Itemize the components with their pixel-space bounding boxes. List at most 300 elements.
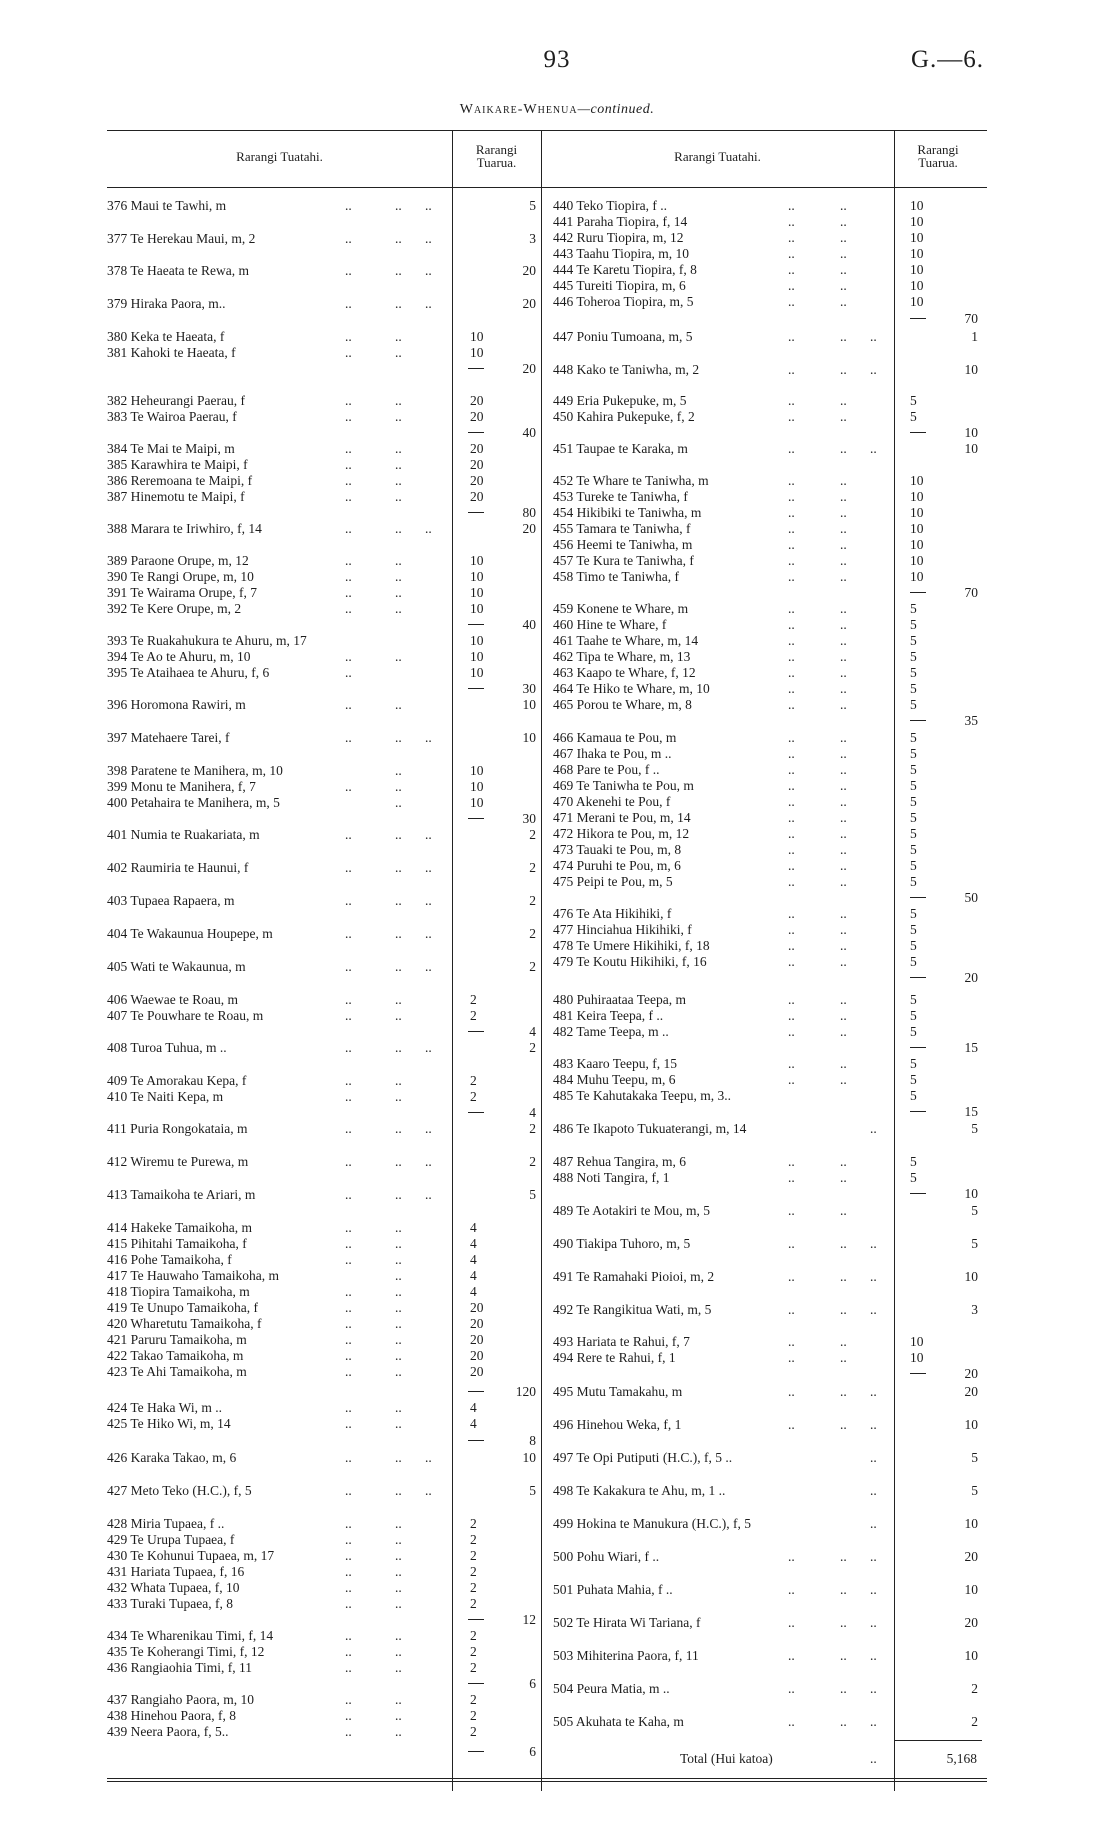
leader-dots: .. bbox=[840, 697, 847, 712]
leader-dots: .. bbox=[840, 489, 847, 504]
table-row-name: 414 Hakeke Tamaikoha, m bbox=[107, 1220, 253, 1235]
leader-dots: .. bbox=[840, 214, 847, 229]
leader-dots: .. bbox=[840, 617, 847, 632]
share-total: 20 bbox=[522, 296, 536, 311]
share-total: 2 bbox=[971, 1681, 978, 1696]
leader-dots: .. bbox=[870, 1121, 877, 1136]
leader-dots: .. bbox=[395, 992, 402, 1007]
group-subtotal: 40 bbox=[522, 617, 536, 632]
table-row-name: 424 Te Haka Wi, m .. bbox=[107, 1400, 222, 1415]
leader-dots: .. bbox=[395, 296, 402, 311]
share-total: 10 bbox=[964, 1516, 978, 1531]
leader-dots: .. bbox=[395, 601, 402, 616]
table-row-name: 471 Merani te Pou, m, 14 bbox=[553, 810, 691, 825]
leader-dots: .. bbox=[395, 1332, 402, 1347]
leader-dots: .. bbox=[788, 553, 795, 568]
share-value: 2 bbox=[470, 1089, 477, 1104]
leader-dots: .. bbox=[425, 893, 432, 908]
table-row-name: 477 Hinciahua Hikihiki, f bbox=[553, 922, 692, 937]
table-row-name: 495 Mutu Tamakahu, m bbox=[553, 1384, 683, 1399]
leader-dots: .. bbox=[840, 198, 847, 213]
table-row-name: 415 Pihitahi Tamaikoha, f bbox=[107, 1236, 247, 1251]
table-row-name: 480 Puhiraataa Teepa, m bbox=[553, 992, 687, 1007]
leader-dots: .. bbox=[425, 1450, 432, 1465]
share-total: 2 bbox=[529, 860, 536, 875]
table-row-name: 463 Kaapo te Whare, f, 12 bbox=[553, 665, 696, 680]
leader-dots: .. bbox=[840, 826, 847, 841]
table-row-name: 431 Hariata Tupaea, f, 16 bbox=[107, 1564, 245, 1579]
table-row-name: 468 Pare te Pou, f .. bbox=[553, 762, 660, 777]
subtotal-rule bbox=[910, 318, 926, 319]
leader-dots: .. bbox=[840, 858, 847, 873]
share-value: 4 bbox=[470, 1268, 477, 1283]
table-row-name: 399 Monu te Manihera, f, 7 bbox=[107, 779, 256, 794]
leader-dots: .. bbox=[425, 1483, 432, 1498]
table-row-name: 455 Tamara te Taniwha, f bbox=[553, 521, 691, 536]
share-value: 5 bbox=[910, 1154, 917, 1169]
leader-dots: .. bbox=[395, 1450, 402, 1465]
section-title bbox=[0, 102, 1114, 118]
leader-dots: .. bbox=[840, 1269, 847, 1284]
leader-dots: .. bbox=[345, 1596, 352, 1611]
share-total: 20 bbox=[964, 1384, 978, 1399]
table-row-name: 382 Heheurangi Paerau, f bbox=[107, 393, 245, 408]
leader-dots: .. bbox=[395, 1236, 402, 1251]
table-row-name: 379 Hiraka Paora, m.. bbox=[107, 296, 226, 311]
leader-dots: .. bbox=[840, 1302, 847, 1317]
table-row-name: 443 Taahu Tiopira, m, 10 bbox=[553, 246, 690, 261]
leader-dots: .. bbox=[788, 826, 795, 841]
share-value: 5 bbox=[910, 874, 917, 889]
leader-dots: .. bbox=[345, 585, 352, 600]
share-value: 2 bbox=[470, 1628, 477, 1643]
leader-dots: .. bbox=[345, 827, 352, 842]
leader-dots: .. bbox=[788, 246, 795, 261]
leader-dots: .. bbox=[395, 345, 402, 360]
leader-dots: .. bbox=[788, 794, 795, 809]
share-value: 4 bbox=[470, 1236, 477, 1251]
table-row-name: 484 Muhu Teepu, m, 6 bbox=[553, 1072, 676, 1087]
group-subtotal: 30 bbox=[522, 681, 536, 696]
leader-dots: .. bbox=[345, 1692, 352, 1707]
share-value: 5 bbox=[910, 906, 917, 921]
leader-dots: .. bbox=[395, 585, 402, 600]
leader-dots: .. bbox=[345, 1187, 352, 1202]
share-total: 5 bbox=[971, 1203, 978, 1218]
leader-dots: .. bbox=[840, 230, 847, 245]
leader-dots: .. bbox=[870, 1714, 877, 1729]
table-row-name: 450 Kahira Pukepuke, f, 2 bbox=[553, 409, 695, 424]
leader-dots: .. bbox=[395, 1187, 402, 1202]
subtotal-rule bbox=[468, 1619, 484, 1620]
leader-dots: .. bbox=[788, 1350, 795, 1365]
table-row-name: 439 Neera Paora, f, 5.. bbox=[107, 1724, 229, 1739]
right-share-col-rule bbox=[894, 131, 895, 1791]
leader-dots: .. bbox=[870, 441, 877, 456]
leader-dots: .. bbox=[788, 938, 795, 953]
table-row-name: 430 Te Kohunui Tupaea, m, 17 bbox=[107, 1548, 275, 1563]
share-value: 5 bbox=[910, 1072, 917, 1087]
share-value: 5 bbox=[910, 1170, 917, 1185]
share-value: 10 bbox=[470, 633, 484, 648]
section-title-main: Waikare-Whenua bbox=[459, 102, 578, 117]
leader-dots: .. bbox=[425, 860, 432, 875]
table-row-name: 389 Paraone Orupe, m, 12 bbox=[107, 553, 249, 568]
leader-dots: .. bbox=[840, 1384, 847, 1399]
group-subtotal: 15 bbox=[964, 1040, 978, 1055]
leader-dots: .. bbox=[840, 1334, 847, 1349]
table-row-name: 427 Meto Teko (H.C.), f, 5 bbox=[107, 1483, 252, 1498]
leader-dots: .. bbox=[788, 278, 795, 293]
leader-dots: .. bbox=[425, 263, 432, 278]
leader-dots: .. bbox=[788, 505, 795, 520]
leader-dots: .. bbox=[395, 779, 402, 794]
leader-dots: .. bbox=[840, 294, 847, 309]
leader-dots: .. bbox=[788, 409, 795, 424]
share-total: 3 bbox=[529, 231, 536, 246]
group-subtotal: 10 bbox=[964, 1186, 978, 1201]
leader-dots: .. bbox=[870, 1302, 877, 1317]
share-value: 10 bbox=[910, 246, 924, 261]
leader-dots: .. bbox=[840, 441, 847, 456]
leader-dots: .. bbox=[425, 521, 432, 536]
leader-dots: .. bbox=[788, 1549, 795, 1564]
share-value: 5 bbox=[910, 730, 917, 745]
subtotal-rule bbox=[468, 818, 484, 819]
share-value: 10 bbox=[910, 537, 924, 552]
table-row-name: 444 Te Karetu Tiopira, f, 8 bbox=[553, 262, 697, 277]
table-row-name: 388 Marara te Iriwhiro, f, 14 bbox=[107, 521, 262, 536]
leader-dots: .. bbox=[345, 329, 352, 344]
leader-dots: .. bbox=[840, 1072, 847, 1087]
leader-dots: .. bbox=[345, 1252, 352, 1267]
leader-dots: .. bbox=[345, 959, 352, 974]
table-row-name: 436 Rangiaohia Timi, f, 11 bbox=[107, 1660, 253, 1675]
leader-dots: .. bbox=[345, 1364, 352, 1379]
share-value: 5 bbox=[910, 601, 917, 616]
leader-dots: .. bbox=[345, 489, 352, 504]
table-row-name: 395 Te Ataihaea te Ahuru, f, 6 bbox=[107, 665, 270, 680]
table-row-name: 497 Te Opi Putiputi (H.C.), f, 5 .. bbox=[553, 1450, 733, 1465]
share-value: 20 bbox=[470, 457, 484, 472]
share-value: 2 bbox=[470, 1580, 477, 1595]
leader-dots: .. bbox=[870, 1450, 877, 1465]
left-share-header-line1: Rarangi bbox=[475, 142, 518, 157]
leader-dots: .. bbox=[840, 262, 847, 277]
table-row-name: 380 Keka te Haeata, f bbox=[107, 329, 225, 344]
share-value: 5 bbox=[910, 697, 917, 712]
leader-dots: .. bbox=[788, 1170, 795, 1185]
table-row-name: 402 Raumiria te Haunui, f bbox=[107, 860, 249, 875]
table-row-name: 501 Puhata Mahia, f .. bbox=[553, 1582, 673, 1597]
leader-dots: .. bbox=[840, 569, 847, 584]
table-row-name: 437 Rangiaho Paora, m, 10 bbox=[107, 1692, 254, 1707]
table-row-name: 407 Te Pouwhare te Roau, m bbox=[107, 1008, 264, 1023]
table-row-name: 417 Te Hauwaho Tamaikoha, m bbox=[107, 1268, 279, 1283]
leader-dots: .. bbox=[345, 601, 352, 616]
leader-dots: .. bbox=[788, 1334, 795, 1349]
group-subtotal: 15 bbox=[964, 1104, 978, 1119]
share-value: 10 bbox=[910, 294, 924, 309]
leader-dots: .. bbox=[345, 1660, 352, 1675]
leader-dots: .. bbox=[840, 906, 847, 921]
share-value: 5 bbox=[910, 938, 917, 953]
share-value: 5 bbox=[910, 633, 917, 648]
share-total: 10 bbox=[522, 697, 536, 712]
subtotal-rule bbox=[468, 512, 484, 513]
leader-dots: .. bbox=[345, 779, 352, 794]
leader-dots: .. bbox=[870, 1483, 877, 1498]
table-row-name: 474 Puruhi te Pou, m, 6 bbox=[553, 858, 681, 873]
table-row-name: 421 Paruru Tamaikoha, m bbox=[107, 1332, 247, 1347]
leader-dots: .. bbox=[840, 246, 847, 261]
leader-dots: .. bbox=[788, 294, 795, 309]
leader-dots: .. bbox=[345, 457, 352, 472]
leader-dots: .. bbox=[788, 922, 795, 937]
share-value: 5 bbox=[910, 1008, 917, 1023]
leader-dots: .. bbox=[345, 730, 352, 745]
leader-dots: .. bbox=[840, 794, 847, 809]
table-row-name: 432 Whata Tupaea, f, 10 bbox=[107, 1580, 240, 1595]
group-subtotal: 35 bbox=[964, 713, 978, 728]
table-row-name: 403 Tupaea Rapaera, m bbox=[107, 893, 235, 908]
leader-dots: .. bbox=[395, 1089, 402, 1104]
share-value: 10 bbox=[470, 585, 484, 600]
table-header-rule bbox=[107, 187, 987, 188]
leader-dots: .. bbox=[840, 992, 847, 1007]
leader-dots: .. bbox=[788, 214, 795, 229]
subtotal-rule bbox=[468, 1683, 484, 1684]
share-value: 5 bbox=[910, 1088, 917, 1103]
leader-dots: .. bbox=[788, 1203, 795, 1218]
table-row-name: 446 Toheroa Tiopira, m, 5 bbox=[553, 294, 694, 309]
leader-dots: .. bbox=[840, 778, 847, 793]
leader-dots: .. bbox=[840, 681, 847, 696]
leader-dots: .. bbox=[345, 1416, 352, 1431]
leader-dots: .. bbox=[840, 362, 847, 377]
leader-dots: .. bbox=[788, 746, 795, 761]
leader-dots: .. bbox=[395, 1300, 402, 1315]
share-value: 10 bbox=[470, 601, 484, 616]
leader-dots: .. bbox=[788, 601, 795, 616]
leader-dots: .. bbox=[345, 1400, 352, 1415]
table-row-name: 383 Te Wairoa Paerau, f bbox=[107, 409, 237, 424]
leader-dots: .. bbox=[788, 810, 795, 825]
leader-dots: .. bbox=[840, 278, 847, 293]
leader-dots: .. bbox=[840, 393, 847, 408]
leader-dots: .. bbox=[395, 827, 402, 842]
leader-dots: .. bbox=[395, 1348, 402, 1363]
leader-dots: .. bbox=[425, 926, 432, 941]
share-value: 2 bbox=[470, 1596, 477, 1611]
table-row-name: 505 Akuhata te Kaha, m bbox=[553, 1714, 684, 1729]
table-row-name: 487 Rehua Tangira, m, 6 bbox=[553, 1154, 687, 1169]
table-row-name: 396 Horomona Rawiri, m bbox=[107, 697, 246, 712]
share-total: 2 bbox=[529, 1154, 536, 1169]
share-value: 20 bbox=[470, 1332, 484, 1347]
table-row-name: 458 Timo te Taniwha, f bbox=[553, 569, 679, 584]
col-divider-rule bbox=[541, 131, 542, 1791]
table-row-name: 457 Te Kura te Taniwha, f bbox=[553, 553, 694, 568]
leader-dots: .. bbox=[395, 231, 402, 246]
right-name-header: Rarangi Tuatahi. bbox=[674, 149, 761, 164]
leader-dots: .. bbox=[840, 1056, 847, 1071]
subtotal-rule bbox=[910, 1047, 926, 1048]
leader-dots: .. bbox=[395, 1532, 402, 1547]
share-value: 10 bbox=[910, 553, 924, 568]
share-value: 10 bbox=[910, 262, 924, 277]
leader-dots: .. bbox=[345, 569, 352, 584]
leader-dots: .. bbox=[345, 1644, 352, 1659]
leader-dots: .. bbox=[395, 1008, 402, 1023]
table-row-name: 377 Te Herekau Maui, m, 2 bbox=[107, 231, 256, 246]
share-value: 10 bbox=[910, 473, 924, 488]
leader-dots: .. bbox=[425, 827, 432, 842]
leader-dots: .. bbox=[395, 1252, 402, 1267]
subtotal-rule bbox=[468, 432, 484, 433]
leader-dots: .. bbox=[788, 1302, 795, 1317]
share-value: 5 bbox=[910, 778, 917, 793]
table-row-name: 410 Te Naiti Kepa, m bbox=[107, 1089, 224, 1104]
leader-dots: .. bbox=[788, 992, 795, 1007]
leader-dots: .. bbox=[788, 649, 795, 664]
leader-dots: .. bbox=[788, 665, 795, 680]
share-value: 10 bbox=[470, 649, 484, 664]
leader-dots: .. bbox=[395, 1548, 402, 1563]
share-value: 10 bbox=[910, 489, 924, 504]
table-row-name: 476 Te Ata Hikihiki, f bbox=[553, 906, 672, 921]
share-value: 5 bbox=[910, 409, 917, 424]
table-row-name: 448 Kako te Taniwha, m, 2 bbox=[553, 362, 700, 377]
table-row-name: 401 Numia te Ruakariata, m bbox=[107, 827, 260, 842]
table-row-name: 485 Te Kahutakaka Teepu, m, 3.. bbox=[553, 1088, 731, 1103]
group-subtotal: 20 bbox=[964, 970, 978, 985]
leader-dots: .. bbox=[788, 489, 795, 504]
leader-dots: .. bbox=[395, 1220, 402, 1235]
share-total: 10 bbox=[964, 1582, 978, 1597]
table-row-name: 498 Te Kakakura te Ahu, m, 1 .. bbox=[553, 1483, 726, 1498]
table-row-name: 479 Te Koutu Hikihiki, f, 16 bbox=[553, 954, 707, 969]
share-total: 5 bbox=[971, 1236, 978, 1251]
table-row-name: 490 Tiakipa Tuhoro, m, 5 bbox=[553, 1236, 691, 1251]
leader-dots: .. bbox=[345, 1628, 352, 1643]
left-share-col-rule bbox=[452, 131, 453, 1791]
group-subtotal: 12 bbox=[522, 1612, 536, 1627]
share-value: 5 bbox=[910, 992, 917, 1007]
table-row-name: 438 Hinehou Paora, f, 8 bbox=[107, 1708, 236, 1723]
group-subtotal: 6 bbox=[529, 1676, 536, 1691]
leader-dots: .. bbox=[840, 730, 847, 745]
share-total: 10 bbox=[964, 441, 978, 456]
leader-dots: .. bbox=[395, 1416, 402, 1431]
total-dots: .. bbox=[870, 1751, 877, 1766]
share-total: 20 bbox=[522, 521, 536, 536]
leader-dots: .. bbox=[788, 762, 795, 777]
table-row-name: 425 Te Hiko Wi, m, 14 bbox=[107, 1416, 231, 1431]
share-value: 10 bbox=[910, 505, 924, 520]
table-row-name: 376 Maui te Tawhi, m bbox=[107, 198, 227, 213]
share-value: 4 bbox=[470, 1220, 477, 1235]
leader-dots: .. bbox=[870, 1648, 877, 1663]
leader-dots: .. bbox=[425, 959, 432, 974]
subtotal-rule bbox=[468, 1440, 484, 1441]
table-row-name: 400 Petahaira te Manihera, m, 5 bbox=[107, 795, 280, 810]
share-value: 5 bbox=[910, 746, 917, 761]
share-total: 5 bbox=[529, 1187, 536, 1202]
leader-dots: .. bbox=[840, 633, 847, 648]
leader-dots: .. bbox=[840, 842, 847, 857]
right-share-header bbox=[894, 143, 982, 169]
leader-dots: .. bbox=[788, 1024, 795, 1039]
table-row-name: 384 Te Mai te Maipi, m bbox=[107, 441, 235, 456]
leader-dots: .. bbox=[788, 1648, 795, 1663]
share-total: 1 bbox=[971, 329, 978, 344]
leader-dots: .. bbox=[840, 938, 847, 953]
leader-dots: .. bbox=[788, 1072, 795, 1087]
leader-dots: .. bbox=[345, 1532, 352, 1547]
table-row-name: 500 Pohu Wiari, f .. bbox=[553, 1549, 660, 1564]
table-row-name: 493 Hariata te Rahui, f, 7 bbox=[553, 1334, 690, 1349]
share-total: 10 bbox=[964, 1648, 978, 1663]
leader-dots: .. bbox=[840, 1681, 847, 1696]
share-value: 4 bbox=[470, 1284, 477, 1299]
leader-dots: .. bbox=[345, 1548, 352, 1563]
table-row-name: 433 Turaki Tupaea, f, 8 bbox=[107, 1596, 234, 1611]
leader-dots: .. bbox=[395, 1628, 402, 1643]
leader-dots: .. bbox=[395, 1316, 402, 1331]
leader-dots: .. bbox=[840, 329, 847, 344]
leader-dots: .. bbox=[840, 409, 847, 424]
leader-dots: .. bbox=[840, 473, 847, 488]
group-subtotal: 20 bbox=[964, 1366, 978, 1381]
leader-dots: .. bbox=[788, 1714, 795, 1729]
leader-dots: .. bbox=[788, 858, 795, 873]
table-row-name: 418 Tiopira Tamaikoha, m bbox=[107, 1284, 250, 1299]
leader-dots: .. bbox=[788, 230, 795, 245]
leader-dots: .. bbox=[840, 1549, 847, 1564]
leader-dots: .. bbox=[395, 1268, 402, 1283]
leader-dots: .. bbox=[345, 1332, 352, 1347]
group-subtotal: 10 bbox=[964, 425, 978, 440]
page-number: 93 bbox=[543, 46, 571, 73]
leader-dots: .. bbox=[840, 922, 847, 937]
group-subtotal: 30 bbox=[522, 811, 536, 826]
table-row-name: 459 Konene te Whare, m bbox=[553, 601, 689, 616]
share-value: 5 bbox=[910, 681, 917, 696]
table-row-name: 449 Eria Pukepuke, m, 5 bbox=[553, 393, 687, 408]
leader-dots: .. bbox=[840, 810, 847, 825]
group-subtotal: 4 bbox=[529, 1105, 536, 1120]
leader-dots: .. bbox=[345, 1040, 352, 1055]
group-subtotal: 20 bbox=[522, 361, 536, 376]
share-value: 4 bbox=[470, 1416, 477, 1431]
leader-dots: .. bbox=[345, 1284, 352, 1299]
leader-dots: .. bbox=[345, 1154, 352, 1169]
right-share-header-line1: Rarangi bbox=[917, 142, 959, 157]
group-subtotal: 40 bbox=[522, 425, 536, 440]
share-total: 20 bbox=[522, 263, 536, 278]
table-row-name: 442 Ruru Tiopira, m, 12 bbox=[553, 230, 684, 245]
leader-dots: .. bbox=[345, 263, 352, 278]
leader-dots: .. bbox=[345, 1008, 352, 1023]
share-value: 5 bbox=[910, 810, 917, 825]
table-row-name: 465 Porou te Whare, m, 8 bbox=[553, 697, 692, 712]
total-top-rule bbox=[894, 1740, 982, 1741]
table-row-name: 462 Tipa te Whare, m, 13 bbox=[553, 649, 691, 664]
table-row-name: 378 Te Haeata te Rewa, m bbox=[107, 263, 250, 278]
right-share-header-line2: Tuarua. bbox=[918, 155, 958, 170]
leader-dots: .. bbox=[840, 762, 847, 777]
